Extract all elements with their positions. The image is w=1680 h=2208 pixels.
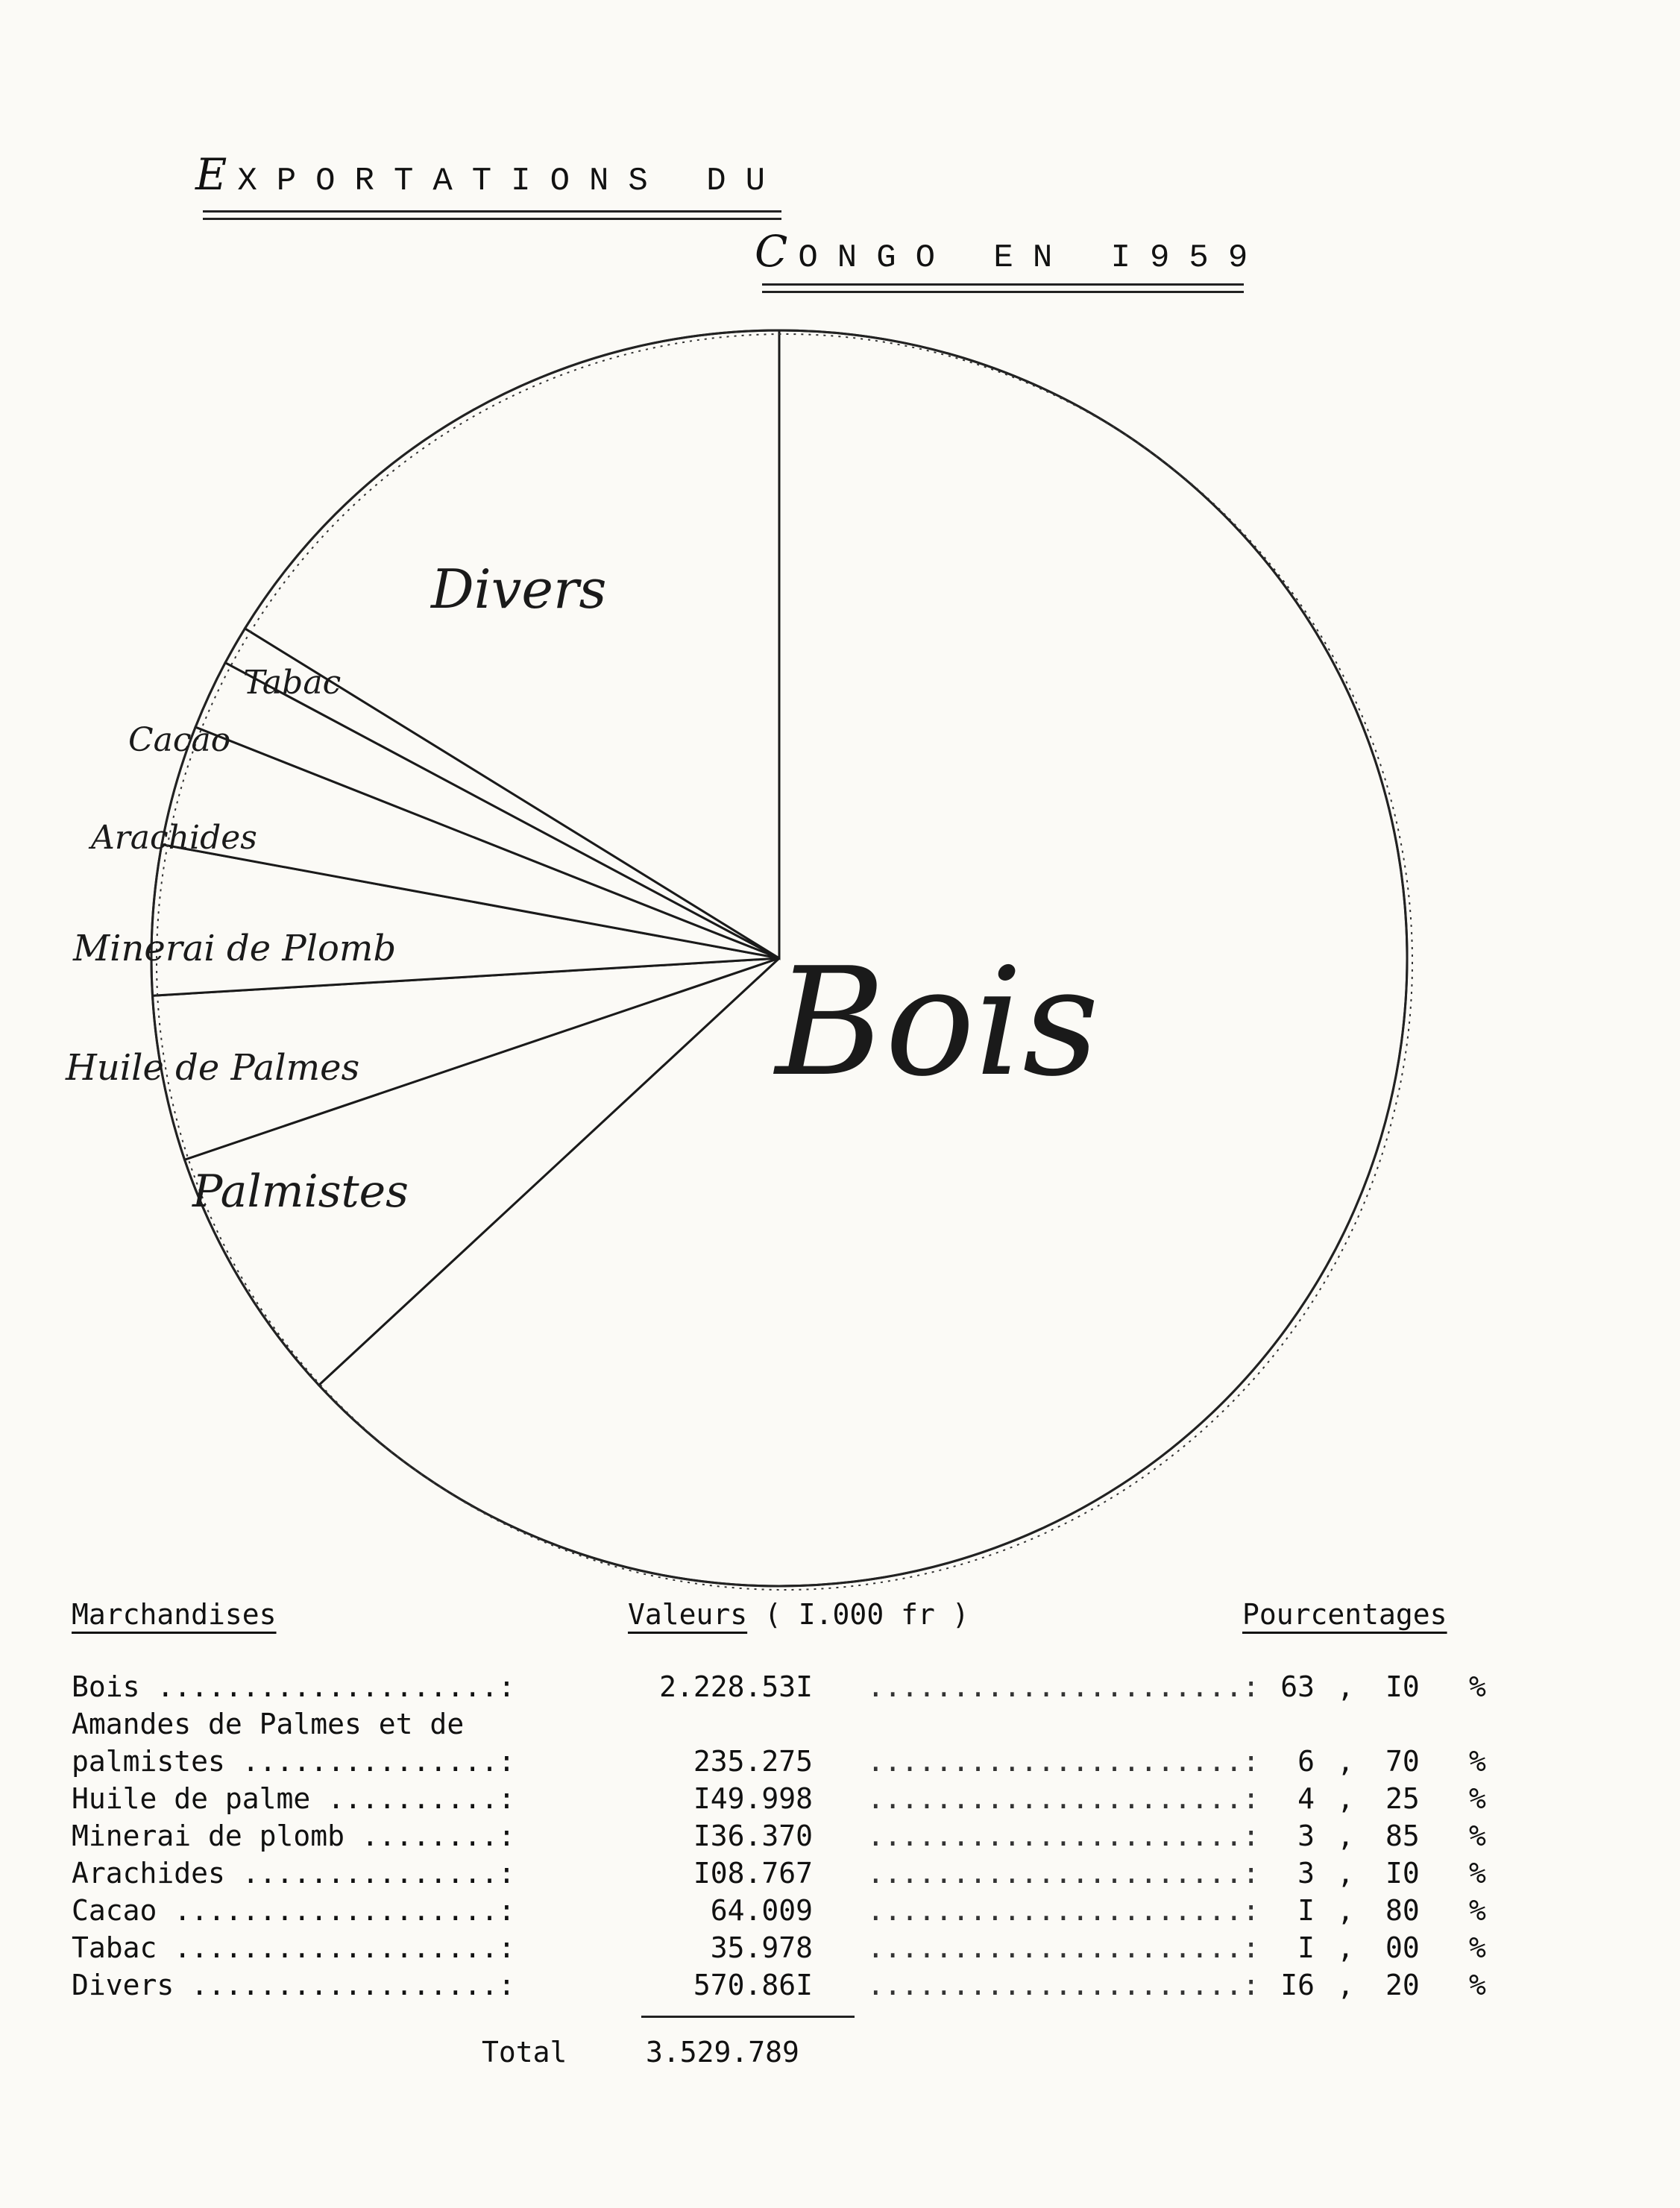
row-pct-int: 63 (1280, 1670, 1315, 1703)
total-value: 3.529.789 (646, 2036, 799, 2069)
slice-label-huile: Huile de Palmes (66, 1047, 360, 1089)
row-name: Amandes de Palmes et de (72, 1708, 465, 1740)
row-pct-dec: 80 (1385, 1894, 1420, 1927)
row-pct-sep: , (1337, 1969, 1354, 2001)
row-leader: ......................: (850, 1894, 1260, 1927)
row-pct-sep: , (1337, 1857, 1354, 1890)
row-leader: ......................: (850, 1782, 1260, 1815)
row-value: 235.275 (693, 1745, 813, 1778)
row-pct-unit: % (1469, 1670, 1486, 1703)
row-pct-unit: % (1469, 1745, 1486, 1778)
row-name: palmistes ...............: (72, 1745, 515, 1778)
total-label: Total (482, 2036, 567, 2069)
slice-label-arachides: Arachides (91, 819, 257, 857)
row-leader: ......................: (850, 1819, 1260, 1852)
row-pct-dec: 85 (1385, 1819, 1420, 1852)
row-pct-int: I6 (1280, 1969, 1315, 2001)
table-row (0, 1857, 1680, 1894)
row-value: I36.370 (693, 1819, 813, 1852)
slice-label-cacao: Cacao (128, 721, 231, 759)
row-leader: ......................: (850, 1931, 1260, 1964)
row-pct-dec: I0 (1385, 1670, 1420, 1703)
row-pct-sep: , (1337, 1819, 1354, 1852)
row-pct-int: I (1297, 1894, 1315, 1927)
row-pct-int: 6 (1297, 1745, 1315, 1778)
row-pct-sep: , (1337, 1894, 1354, 1927)
slice-label-tabac: Tabac (243, 664, 342, 702)
row-pct-unit: % (1469, 1969, 1486, 2001)
row-value: I49.998 (693, 1782, 813, 1815)
row-pct-dec: 00 (1385, 1931, 1420, 1964)
row-name: Minerai de plomb ........: (72, 1819, 515, 1852)
row-pct-dec: I0 (1385, 1857, 1420, 1890)
title-text-1: XPORTATIONS DU (237, 163, 785, 200)
row-name: Tabac ...................: (72, 1931, 515, 1964)
title-initial-c: C (755, 226, 788, 277)
row-pct-unit: % (1469, 1819, 1486, 1852)
row-leader: ......................: (850, 1670, 1260, 1703)
table-row (0, 1819, 1680, 1857)
row-leader: ......................: (850, 1969, 1260, 2001)
row-pct-unit: % (1469, 1857, 1486, 1890)
row-pct-dec: 25 (1385, 1782, 1420, 1815)
slice-label-palmistes: Palmistes (192, 1166, 409, 1218)
row-pct-sep: , (1337, 1670, 1354, 1703)
row-pct-unit: % (1469, 1782, 1486, 1815)
table-row (0, 1670, 1680, 1708)
row-value: I08.767 (693, 1857, 813, 1890)
table-row (0, 1708, 1680, 1745)
header-marchandises: Marchandises (72, 1598, 277, 1631)
title-initial-e: E (195, 149, 227, 200)
slice-label-minerai: Minerai de Plomb (73, 928, 397, 969)
table-row (0, 1931, 1680, 1969)
row-pct-int: 4 (1297, 1782, 1315, 1815)
row-pct-int: 3 (1297, 1819, 1315, 1852)
row-name: Cacao ...................: (72, 1894, 515, 1927)
table-row (0, 1782, 1680, 1819)
row-pct-dec: 20 (1385, 1969, 1420, 2001)
title-text-2: ONGO EN I959 (798, 239, 1268, 277)
table-row (0, 1745, 1680, 1782)
row-name: Huile de palme ..........: (72, 1782, 515, 1815)
header-valeurs: Valeurs (628, 1598, 748, 1631)
row-leader: ......................: (850, 1745, 1260, 1778)
slice-label-bois: Bois (775, 936, 1099, 1110)
row-pct-int: 3 (1297, 1857, 1315, 1890)
row-value: 2.228.53I (659, 1670, 813, 1703)
header-valeurs-unit: ( I.000 fr ) (764, 1598, 969, 1631)
header-valeurs-group (628, 1598, 969, 1631)
row-name: Arachides ...............: (72, 1857, 515, 1890)
row-name: Divers ..................: (72, 1969, 515, 2001)
row-leader: ......................: (850, 1857, 1260, 1890)
row-value: 570.86I (693, 1969, 813, 2001)
row-pct-sep: , (1337, 1931, 1354, 1964)
row-pct-unit: % (1469, 1894, 1486, 1927)
row-pct-sep: , (1337, 1745, 1354, 1778)
slice-label-divers: Divers (431, 558, 607, 620)
table-row (0, 1894, 1680, 1931)
values-underline (641, 2016, 855, 2018)
header-pourcentages: Pourcentages (1242, 1598, 1447, 1631)
row-pct-unit: % (1469, 1931, 1486, 1964)
row-name: Bois ....................: (72, 1670, 515, 1703)
row-pct-sep: , (1337, 1782, 1354, 1815)
row-pct-int: I (1297, 1931, 1315, 1964)
table-row (0, 1969, 1680, 2006)
row-value: 64.009 (710, 1894, 813, 1927)
row-value: 35.978 (710, 1931, 813, 1964)
row-pct-dec: 70 (1385, 1745, 1420, 1778)
